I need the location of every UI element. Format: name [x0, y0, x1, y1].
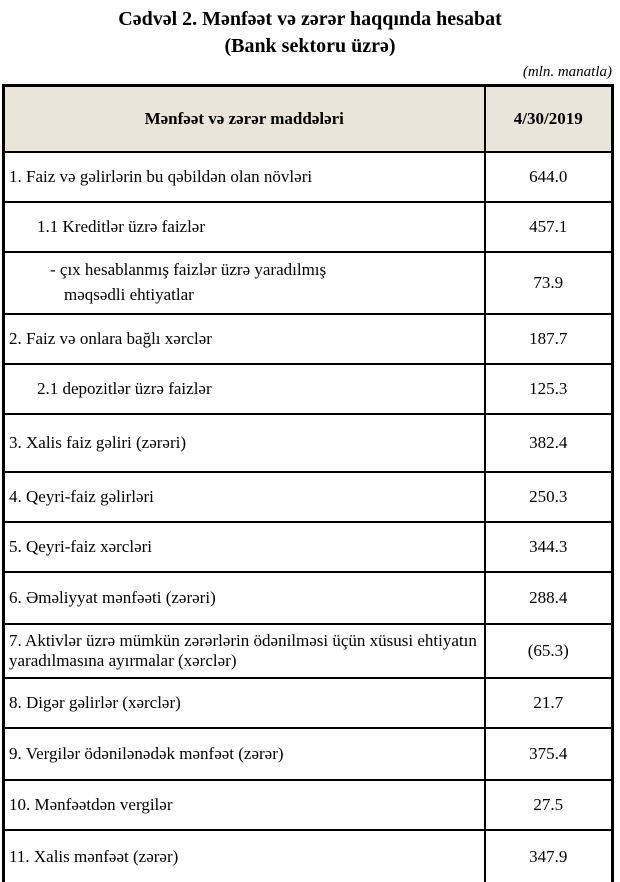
row-value: 250.3	[485, 472, 613, 522]
table-row	[4, 728, 613, 780]
row-value: 125.3	[485, 364, 613, 414]
row-label: 8. Digər gəlirlər (xərclər)	[9, 692, 181, 712]
row-value: 375.4	[485, 728, 613, 780]
row-label: 2. Faiz və onlara bağlı xərclər	[9, 328, 212, 348]
row-label: 3. Xalis faiz gəliri (zərəri)	[9, 432, 186, 452]
row-value: 644.0	[485, 152, 613, 202]
row-label: 7. Aktivlər üzrə mümkün zərərlərin ödənilməsi üçün xüsusi ehtiyatın yaradılmasına ayırmalar (xərclər)	[9, 630, 477, 670]
row-label: 1. Faiz və gəlirlərin bu qəbildən olan növləri	[9, 166, 313, 186]
row-value: 21.7	[485, 678, 613, 728]
header-row	[4, 86, 613, 152]
row-label: 6. Əməliyyat mənfəəti (zərəri)	[9, 587, 216, 607]
table-row	[4, 624, 613, 678]
table-row	[4, 472, 613, 522]
document-title	[0, 6, 620, 60]
row-label: 9. Vergilər ödənilənədək mənfəət (zərər)	[9, 743, 284, 763]
table-row	[4, 152, 613, 202]
row-value: 344.3	[485, 522, 613, 572]
header-date-column: 4/30/2019	[485, 86, 613, 152]
title-line-1: Cədvəl 2. Mənfəət və zərər haqqında hesabat	[118, 8, 502, 30]
row-value: 187.7	[485, 314, 613, 364]
row-label: 2.1 depozitlər üzrə faizlər	[37, 378, 212, 398]
table-row	[4, 202, 613, 252]
table-row	[4, 572, 613, 624]
table-row	[4, 314, 613, 364]
table-row	[4, 678, 613, 728]
table-row	[4, 830, 613, 882]
row-label: 1.1 Kreditlər üzrə faizlər	[37, 216, 206, 236]
row-label: 4. Qeyri-faiz gəlirləri	[9, 486, 154, 506]
table-header	[4, 86, 613, 152]
table-row	[4, 780, 613, 830]
row-value: 347.9	[485, 830, 613, 882]
table-row	[4, 522, 613, 572]
row-label: - çıx hesablanmış faizlər üzrə yaradılmış məqsədli ehtiyatlar	[50, 259, 327, 304]
profit-loss-table	[2, 84, 614, 882]
row-label: 10. Mənfəətdən vergilər	[9, 794, 173, 814]
row-value: (65.3)	[485, 624, 613, 678]
row-value: 288.4	[485, 572, 613, 624]
row-value: 382.4	[485, 414, 613, 472]
row-label: 11. Xalis mənfəət (zərər)	[9, 847, 179, 867]
row-value: 457.1	[485, 202, 613, 252]
table-row	[4, 364, 613, 414]
unit-note: (mln. manatla)	[522, 64, 612, 80]
table-body	[4, 152, 613, 882]
row-label: 5. Qeyri-faiz xərcləri	[9, 536, 152, 556]
table-row	[4, 252, 613, 314]
title-line-2: (Bank sektoru üzrə)	[224, 35, 396, 57]
row-value: 73.9	[485, 252, 613, 314]
header-items-column: Mənfəət və zərər maddələri	[4, 86, 485, 152]
row-value: 27.5	[485, 780, 613, 830]
table-row	[4, 414, 613, 472]
